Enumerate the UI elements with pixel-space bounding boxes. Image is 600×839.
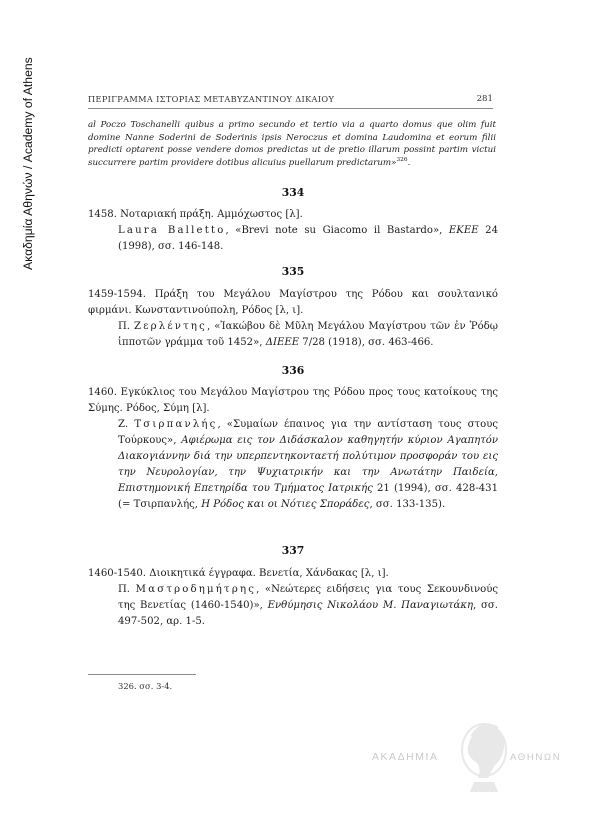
entry-number: 334 <box>281 186 305 199</box>
entry-author: Μαστροδημήτρης <box>135 584 257 595</box>
athena-seal-icon <box>452 716 516 796</box>
entry-number: 336 <box>281 364 305 377</box>
entry-ref-book: Η Ρόδος και οι Νότιες Σποράδες <box>201 499 370 510</box>
entry-author: Τσιρπανλής <box>134 419 218 430</box>
entry-heading: 1459-1594. Πράξη του Μεγάλου Μαγίστρου της Ρόδου και σουλτανικό φιρμάνι. Κωνσταντινούπολη, Ρόδος [λ, ι]. <box>88 289 498 316</box>
footnote: 326. σσ. 3-4. <box>118 681 173 691</box>
entry-author: Ζερλέντης <box>134 321 208 332</box>
entry-number: 335 <box>281 265 305 278</box>
entry-ref-part: , «Νεώτερες ειδήσεις για τους Σεκουνδινούς της Βενετίας (1460-1540)», <box>118 584 498 611</box>
entry-ref-journal: ΔΙΕΕΕ <box>265 337 300 348</box>
entry-heading: 1458. Νοταριακή πράξη. Αμμόχωστος [λ]. <box>88 209 303 220</box>
entry-author-initial: Ζ. <box>118 419 135 430</box>
entry-author-initial: Π. <box>118 584 136 595</box>
entry-reference <box>118 223 498 255</box>
entry-ref-part: , «Ἰακώβου δὲ Μῦλη Μεγάλου Μαγίστρου τῶν ἐν Ῥόδῳ ἱπποτῶν γράμμα τοῦ 1452», <box>118 321 498 348</box>
entry-ref-journal: Ενθύμησις Νικολάου Μ. Παναγιωτάκη <box>267 600 474 611</box>
entry-number: 337 <box>281 544 305 557</box>
entry-author: Laura Balletto <box>118 225 226 236</box>
entry-ref-part: 24 (1998), σσ. 146-148. <box>118 225 498 252</box>
entry-ref-journal: EKEE <box>448 225 479 236</box>
footnote-rule <box>88 674 196 675</box>
entry-reference <box>118 582 498 630</box>
entry-ref-part: 21 (1994), σσ. 428-431 (= Τσιρπανλής, <box>118 483 498 510</box>
entry-reference <box>118 417 498 513</box>
entry-heading: 1460-1540. Διοικητικά έγγραφα. Βενετία, Χάνδακας [λ, ι]. <box>88 568 389 579</box>
entry-ref-part: , σσ. 133-135). <box>369 499 446 510</box>
intro-end: . <box>407 157 411 168</box>
watermark-right-text: ΑΘΗΝΩΝ <box>510 752 562 763</box>
archive-sidebar-label: Ακαδημία Αθηνών / Academy of Athens <box>21 57 35 270</box>
running-title: ΠΕΡΙΓΡΑΜΜΑ ΙΣΤΟΡΙΑΣ ΜΕΤΑΒΥΖΑΝΤΙΝΟΥ ΔΙΚΑΙΟΥ <box>88 94 335 104</box>
entry-ref-journal: Αφιέρωμα εις τον Διδάσκαλον καθηγητήν κύριον Αγαπητόν Διακογιάννην διά την υπερπεντηκονταετή πολύτιμον προσφοράν του εις την Νευρολογίαν, την Ψυχιατρικήν και την Ανωτάτην Παιδεία, Επιστημονική Επετηρίδα του Τμήματος Ιατρικής <box>118 435 498 494</box>
entry-author-initial: Π. <box>118 321 134 332</box>
entry-ref-part: 7/28 (1918), σσ. 463-466. <box>299 337 434 348</box>
header-rule <box>88 108 493 109</box>
entry-ref-part: , «Brevi note su Giacomo il Bastardo», <box>225 225 449 236</box>
watermark-left-text: ΑΚΑΔΗΜΙΑ <box>372 752 439 763</box>
intro-text: al Poczo Toschanelli quibus a primo secundo et tertio via a quarto domus que olim fuit domine Nanne Soderini de Soderinis ipsis Neroczus et domina Laudomina et eorum filii predicti optarent posse vendere domos predictas ut de pretio illarum possint partim victui succurrere partim providere dotibus alicuius puellarum predictarum» <box>88 120 496 168</box>
footnote-marker: 326 <box>396 156 408 163</box>
intro-quotation <box>88 119 496 169</box>
entry-heading: 1460. Εγκύκλιος του Μεγάλου Μαγίστρου της Ρόδου προς τους κατοίκους της Σύμης. Ρόδος, Σύμη [λ]. <box>88 387 498 414</box>
entry-ref-part: , «Συμαίων έπαινος για την αντίσταση τους στους Τούρκους», <box>118 419 498 446</box>
entry-ref-part: , σσ. 497-502, αρ. 1-5. <box>118 600 498 627</box>
entry-reference <box>118 319 498 351</box>
page-number: 281 <box>476 94 493 104</box>
